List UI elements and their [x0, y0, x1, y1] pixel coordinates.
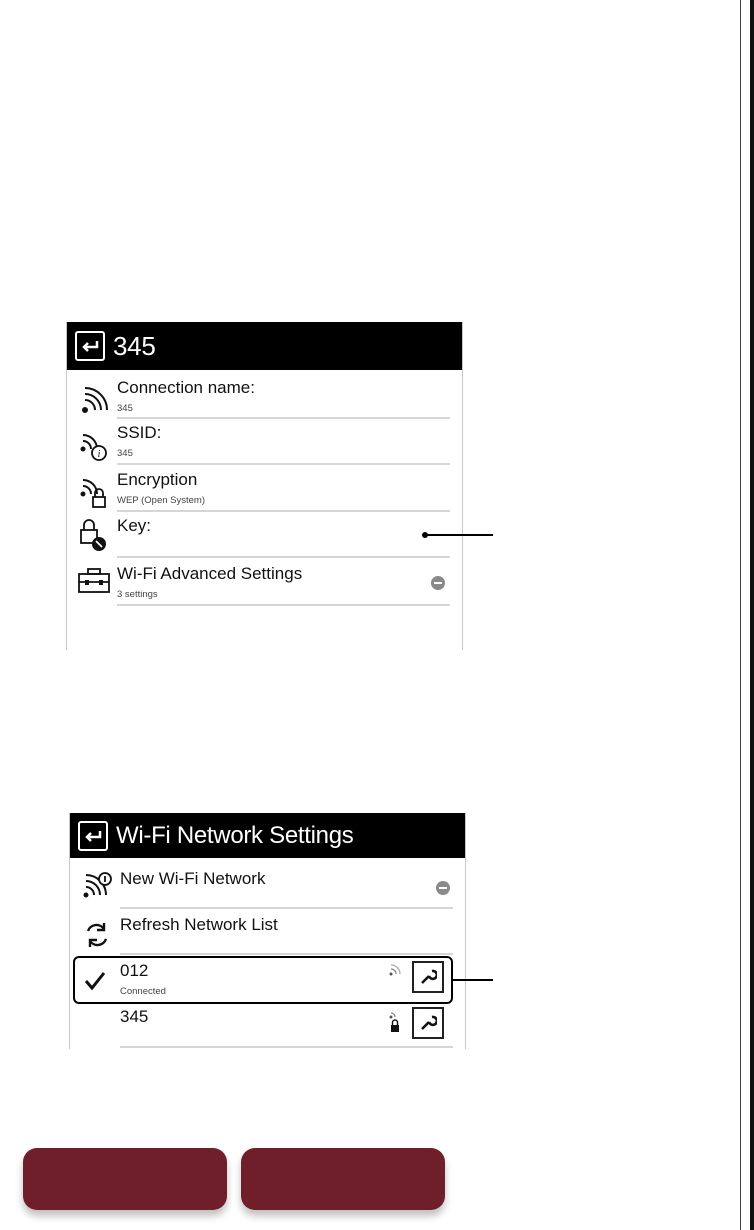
- back-arrow-icon: [84, 829, 102, 843]
- key-label: Key:: [117, 516, 152, 535]
- encryption-row[interactable]: [67, 466, 462, 512]
- wifi-info-icon: [77, 423, 111, 463]
- back-button[interactable]: [75, 331, 105, 361]
- network-345-row[interactable]: [70, 1003, 465, 1049]
- wrench-icon: [419, 1014, 437, 1032]
- wifi-advanced-settings-label: Wi-Fi Advanced Settings: [117, 564, 303, 583]
- connection-name-label: Connection name:: [117, 378, 255, 397]
- page-title: Wi-Fi Network Settings: [116, 821, 354, 849]
- connection-name-row[interactable]: [67, 372, 462, 420]
- network-012-status: Connected: [120, 986, 166, 997]
- refresh-network-list-row[interactable]: [70, 909, 465, 955]
- page-edge-bar: [750, 0, 754, 1230]
- network-345-settings-button[interactable]: [412, 1007, 444, 1039]
- lock-key-icon: [77, 514, 111, 554]
- ssid-label: SSID:: [117, 423, 162, 442]
- divider: [120, 1046, 453, 1048]
- wifi-advanced-settings-value: 3 settings: [117, 589, 158, 600]
- key-row[interactable]: [67, 512, 462, 558]
- highlight-box: [73, 956, 453, 1004]
- back-arrow-icon: [81, 339, 99, 353]
- page-title: 345: [113, 330, 156, 361]
- title-bar: [70, 813, 465, 858]
- callout-line: [453, 979, 493, 981]
- encryption-label: Encryption: [117, 470, 198, 489]
- network-detail-panel: [66, 322, 463, 650]
- encryption-value: WEP (Open System): [117, 495, 205, 506]
- network-345-label: 345: [120, 1007, 149, 1026]
- wifi-icon: [77, 378, 111, 418]
- wifi-settings-panel: [69, 813, 466, 1049]
- divider: [117, 604, 450, 606]
- chevron-circle-icon: [436, 881, 450, 895]
- wifi-lock-icon: [77, 470, 111, 510]
- divider: [117, 463, 450, 465]
- ssid-value: 345: [117, 448, 133, 459]
- svg-text:i: i: [97, 449, 101, 460]
- back-button[interactable]: [78, 821, 108, 851]
- network-012-label: 012: [120, 961, 149, 980]
- wifi-advanced-settings-row[interactable]: [67, 558, 462, 606]
- wifi-add-icon: [80, 865, 114, 905]
- chevron-circle-icon: [431, 576, 445, 590]
- callout-line: [425, 534, 493, 536]
- connection-name-value: 345: [117, 403, 133, 414]
- title-bar: [67, 322, 462, 370]
- nav-button-right[interactable]: [241, 1148, 445, 1210]
- toolbox-icon: [77, 562, 111, 602]
- refresh-network-list-label: Refresh Network List: [120, 915, 278, 934]
- nav-button-left[interactable]: [23, 1148, 227, 1210]
- refresh-icon: [80, 915, 114, 955]
- new-wifi-network-label: New Wi-Fi Network: [120, 869, 266, 888]
- page-edge-line: [740, 0, 741, 1230]
- new-wifi-network-row[interactable]: [70, 861, 465, 909]
- ssid-row[interactable]: [67, 419, 462, 465]
- wifi-lock-small-icon: [388, 1007, 402, 1035]
